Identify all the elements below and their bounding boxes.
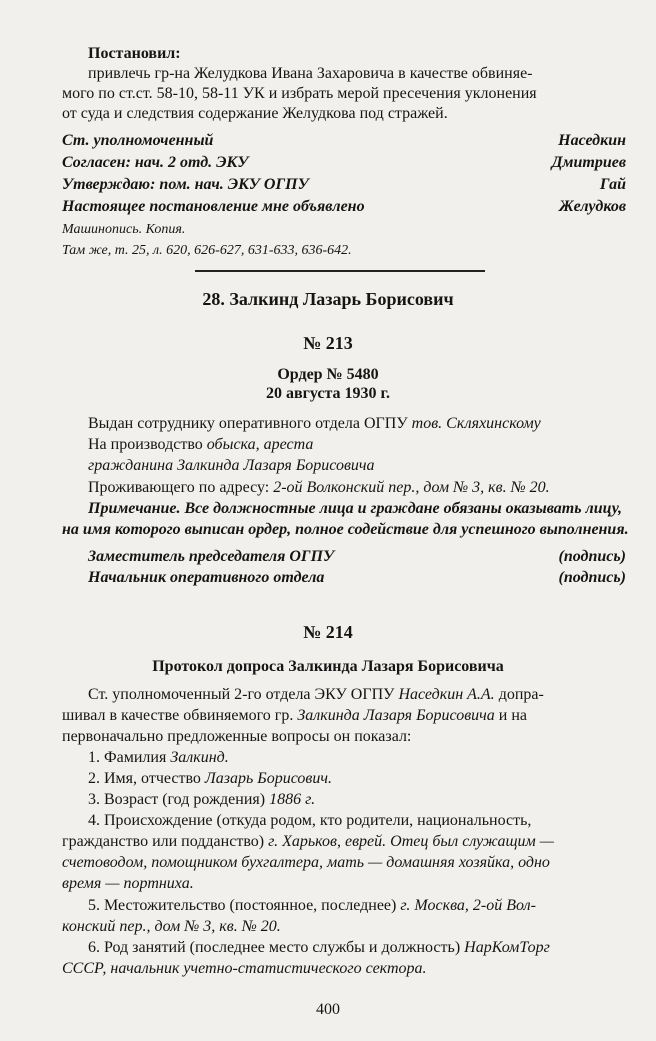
question-6-line-1: 6. Род занятий (последнее место службы и должность) НарКомТорг xyxy=(88,939,550,956)
order-issued-line: Выдан сотруднику оперативного отдела ОГПУ тов. Скляхинскому xyxy=(88,415,541,432)
protocol-intro-line-3: первоначально предложенные вопросы он показал: xyxy=(62,728,412,745)
source-note-1: Машинопись. Копия. xyxy=(62,222,186,237)
signature-row: Согласен: нач. 2 отд. ЭКУ Дмитриев xyxy=(62,154,626,171)
protocol-intro-line-1: Ст. уполномоченный 2-го отдела ЭКУ ОГПУ Наседкин А.А. допра- xyxy=(88,686,544,703)
decision-line-2: мого по ст.ст. 58-10, 58-11 УК и избрать мерой пресечения уклонения xyxy=(62,85,537,102)
signature-row: Утверждаю: пом. нач. ЭКУ ОГПУ Гай xyxy=(62,176,626,193)
question-5-line-2: конский пер., дом № 3, кв. № 20. xyxy=(62,918,281,935)
question-2: 2. Имя, отчество Лазарь Борисович. xyxy=(88,770,332,787)
protocol-intro-line-2: шивал в качестве обвиняемого гр. Залкинда Лазаря Борисовича и на xyxy=(62,707,528,724)
document-number-213: № 213 xyxy=(303,333,353,353)
order-citizen-line: гражданина Залкинда Лазаря Борисовича xyxy=(88,457,375,474)
protocol-title: Протокол допроса Залкинда Лазаря Борисовича xyxy=(152,658,504,675)
signature-row: Ст. уполномоченный Наседкин xyxy=(62,132,626,149)
question-3: 3. Возраст (год рождения) 1886 г. xyxy=(88,791,316,808)
order-note-line-1: Примечание. Все должностные лица и граждане обязаны оказывать лицу, xyxy=(88,500,623,517)
postanovil-heading: Постановил: xyxy=(88,45,181,62)
signature-row: Настоящее постановление мне объявлено Желудков xyxy=(62,198,626,215)
section-title: 28. Залкинд Лазарь Борисович xyxy=(202,289,454,309)
order-purpose-line: На производство обыска, ареста xyxy=(88,436,314,453)
section-divider xyxy=(195,270,485,272)
order-title: Ордер № 5480 xyxy=(277,366,379,383)
order-date: 20 августа 1930 г. xyxy=(265,385,391,402)
order-note-line-2: на имя которого выписан ордер, полное содействие для успешного выполнения. xyxy=(62,521,629,538)
document-number-214: № 214 xyxy=(303,622,353,642)
question-6-line-2: СССР, начальник учетно-статистического сектора. xyxy=(62,960,427,977)
signature-row: Заместитель председателя ОГПУ (подпись) xyxy=(88,548,626,565)
decision-line-1: привлечь гр-на Желудкова Ивана Захаровича в качестве обвиняе- xyxy=(88,65,533,82)
question-4-line-2: гражданство или подданство) г. Харьков, еврей. Отец был служащим — xyxy=(62,833,554,850)
question-5-line-1: 5. Местожительство (постоянное, последнее) г. Москва, 2-ой Вол- xyxy=(88,897,536,914)
decision-line-3: от суда и следствия содержание Желудкова под стражей. xyxy=(62,105,448,122)
page-number: 400 xyxy=(316,1001,340,1018)
question-4-line-4: время — портниха. xyxy=(62,875,194,892)
signature-row: Начальник оперативного отдела (подпись) xyxy=(88,569,626,586)
question-4-line-3: счетоводом, помощником бухгалтера, мать — домашняя хозяйка, одно xyxy=(62,854,550,871)
question-1: 1. Фамилия Залкинд. xyxy=(88,749,229,766)
question-4-line-1: 4. Происхождение (откуда родом, кто родители, национальность, xyxy=(88,812,532,829)
source-note-2: Там же, т. 25, л. 620, 626-627, 631-633, 636-642. xyxy=(62,243,352,258)
order-address-line: Проживающего по адресу: 2-ой Волконский пер., дом № 3, кв. № 20. xyxy=(88,479,550,496)
